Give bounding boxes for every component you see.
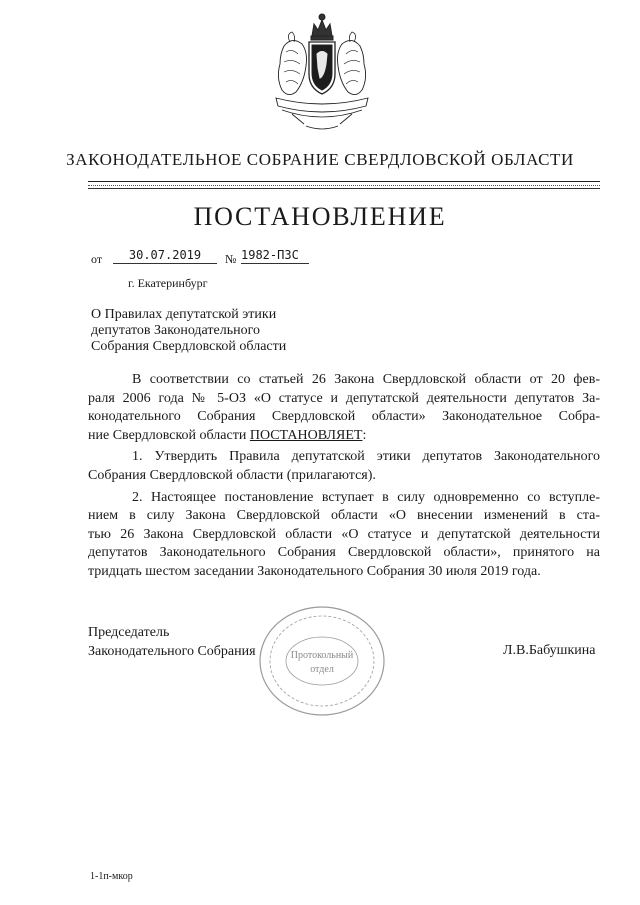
text-fragment: : (362, 427, 367, 443)
text-line: конодательного Собрания Свердловской области» Законодательное Собра- (88, 409, 600, 425)
footer-code: 1-1п-мкор (90, 871, 133, 882)
document-date: 30.07.2019 (113, 248, 217, 264)
text-fragment: ние Свердловской области (88, 427, 247, 443)
signatory-title (88, 624, 256, 661)
signatory-name: Л.В.Бабушкина (503, 643, 596, 658)
paragraph-item-2 (88, 489, 600, 582)
text-line: депутатов Законодательного Собрания Свердловской области», принятого на (88, 545, 600, 561)
text-line: 2. Настоящее постановление вступает в силу одновременно со вступле- (132, 489, 600, 505)
subject-line: Собрания Свердловской области (91, 339, 287, 354)
document-registration (91, 248, 331, 268)
document-body (88, 371, 600, 582)
coat-of-arms-emblem (262, 6, 382, 134)
signatory-title-line: Председатель (88, 625, 170, 640)
paragraph-preamble (88, 371, 600, 445)
text-line: нием в силу Закона Свердловской области «О внесении изменений в ста- (88, 508, 600, 524)
decree-word: ПОСТАНОВЛЯЕТ (249, 427, 363, 443)
header-divider-dotted (88, 185, 600, 186)
stamp-text: отдел (310, 664, 334, 675)
date-label: от (91, 252, 103, 266)
text-line (88, 427, 600, 446)
document-subject (91, 307, 391, 355)
city: г. Екатеринбург (128, 276, 208, 290)
number-label: № (225, 252, 237, 266)
header-divider (88, 181, 600, 182)
text-line: раля 2006 года № 5-ОЗ «О статусе и депутатской деятельности депутатов За- (88, 390, 600, 406)
text-line: 1. Утвердить Правила депутатской этики депутатов Законодательного (132, 449, 600, 465)
document-type-title: ПОСТАНОВЛЕНИЕ (193, 202, 447, 231)
stamp-text: Протокольный (290, 650, 354, 661)
text-line: тридцать шестом заседании Законодательного Собрания 30 июля 2019 года. (88, 563, 541, 579)
official-stamp (254, 602, 390, 720)
text-line: Собрания Свердловской области (прилагаются). (88, 467, 376, 483)
organization-name: ЗАКОНОДАТЕЛЬНОЕ СОБРАНИЕ СВЕРДЛОВСКОЙ ОБЛАСТИ (66, 150, 574, 169)
signatory-title-line: Законодательного Собрания (88, 643, 256, 659)
header-divider-lower (88, 188, 600, 189)
paragraph-item-1 (88, 448, 600, 485)
subject-line: О Правилах депутатской этики (91, 307, 277, 322)
text-line: В соответствии со статьей 26 Закона Свердловской области от 20 фев- (132, 372, 600, 387)
text-line: тью 26 Закона Свердловской области «О статусе и депутатской деятельности (88, 526, 600, 542)
document-number: 1982-ПЗС (241, 248, 309, 264)
subject-line: депутатов Законодательного (91, 323, 260, 338)
